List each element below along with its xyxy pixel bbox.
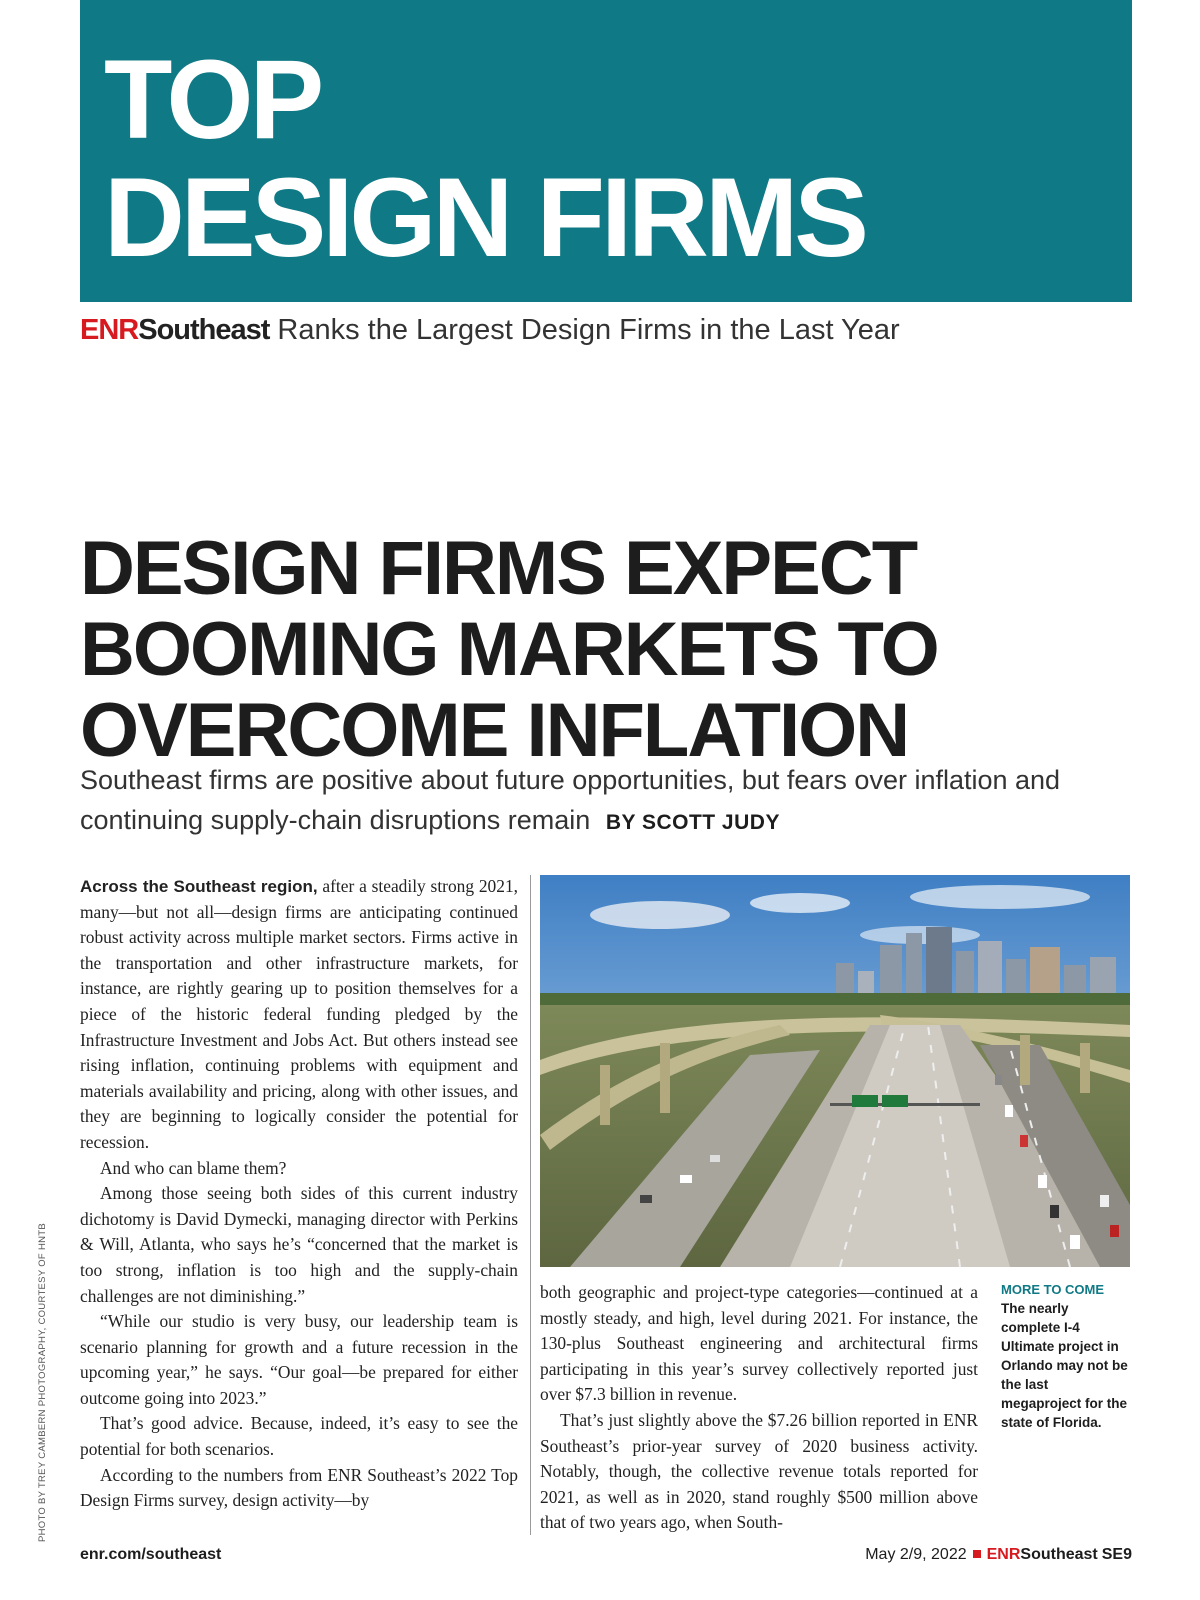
paragraph	[80, 874, 518, 1156]
article-headline	[80, 528, 1140, 771]
paragraph: That’s good advice. Because, indeed, it’s easy to see the potential for both scenarios.	[80, 1413, 518, 1460]
paragraph-text: after a steadily strong 2021, many—but not all—design firms are anticipating continued robust activity across multiple market sectors. Firms active in the transportation and other infrastructure markets, for instance, are rightly gearing up to position themselves for a piece of the historic federal funding pledged by the Infrastructure Investment and Jobs Act. But others instead see rising inflation, continuing problems with equipment and materials availability and pricing, along with other issues, and they are beginning to logically consider the potential for recession.	[80, 876, 518, 1152]
banner-title-line2: DESIGN FIRMS	[104, 155, 865, 280]
dek-text: Southeast firms are positive about future opportunities, but fears over inflation and continuing supply-chain disruptions remain	[80, 765, 1061, 835]
caption-body: The nearly complete I-4 Ultimate project in Orlando may not be the last megaproject for the state of Florida.	[1001, 1301, 1128, 1430]
page-number: SE9	[1101, 1546, 1132, 1563]
article-dek	[80, 760, 1160, 843]
title-banner	[80, 0, 1132, 302]
paragraph: According to the numbers from ENR Southeast’s 2022 Top Design Firms survey, design activity—by	[80, 1464, 518, 1511]
subhead-text: Ranks the Largest Design Firms in the Last Year	[277, 314, 900, 346]
footer-folio	[865, 1546, 1132, 1564]
brand-southeast-logo: Southeast	[138, 314, 270, 346]
brand-enr-logo: ENR	[80, 314, 139, 346]
article-column-1	[80, 874, 518, 1514]
headline-line2: BOOMING MARKETS TO	[80, 607, 938, 692]
footer-brand-southeast: Southeast	[1020, 1546, 1098, 1563]
paragraph: Among those seeing both sides of this current industry dichotomy is David Dymecki, managing director with Perkins & Will, Atlanta, who says he’s “concerned that the market is too strong, inflation is too high and the supply-chain challenges are not diminishing.”	[80, 1183, 518, 1306]
footer-brand-enr: ENR	[986, 1546, 1021, 1563]
article-column-2	[540, 1280, 978, 1536]
highway-interchange-photo	[540, 875, 1130, 1267]
paragraph: both geographic and project-type categories—continued at a mostly steady, and high, level during 2021. For instance, the 130-plus Southeast engineering and architectural firms participating in this year’s survey collectively reported just over $7.3 billion in revenue.	[540, 1282, 978, 1405]
paragraph: “While our studio is very busy, our leadership team is scenario planning for growth and a future recession in the upcoming year,” he says. “Our goal—be prepared for either outcome going into 2023.”	[80, 1311, 518, 1408]
headline-line1: DESIGN FIRMS EXPECT	[80, 526, 917, 611]
paragraph: That’s just slightly above the $7.26 billion reported in ENR Southeast’s prior-year survey of 2020 business activity. Notably, though, the collective revenue totals reported for 2021, as well as in 2020, stand roughly $500 million above that of two years ago, when South-	[540, 1409, 978, 1533]
footer-url: enr.com/southeast	[80, 1546, 222, 1563]
caption-head: MORE TO COME	[1001, 1282, 1105, 1297]
photo-caption	[1001, 1280, 1131, 1432]
section-subhead	[80, 310, 900, 350]
banner-title-line1: TOP	[104, 37, 321, 162]
headline-line3: OVERCOME INFLATION	[80, 688, 909, 773]
paragraph: And who can blame them?	[100, 1157, 287, 1178]
footer-date: May 2/9, 2022	[865, 1546, 967, 1563]
red-square-icon	[973, 1550, 981, 1558]
photo-credit: PHOTO BY TREY CAMBERN PHOTOGRAPHY, COURTESY OF HNTB	[37, 1222, 48, 1542]
lead-in: Across the Southeast region,	[80, 877, 318, 896]
column-divider	[530, 875, 531, 1535]
byline: BY SCOTT JUDY	[605, 811, 780, 834]
